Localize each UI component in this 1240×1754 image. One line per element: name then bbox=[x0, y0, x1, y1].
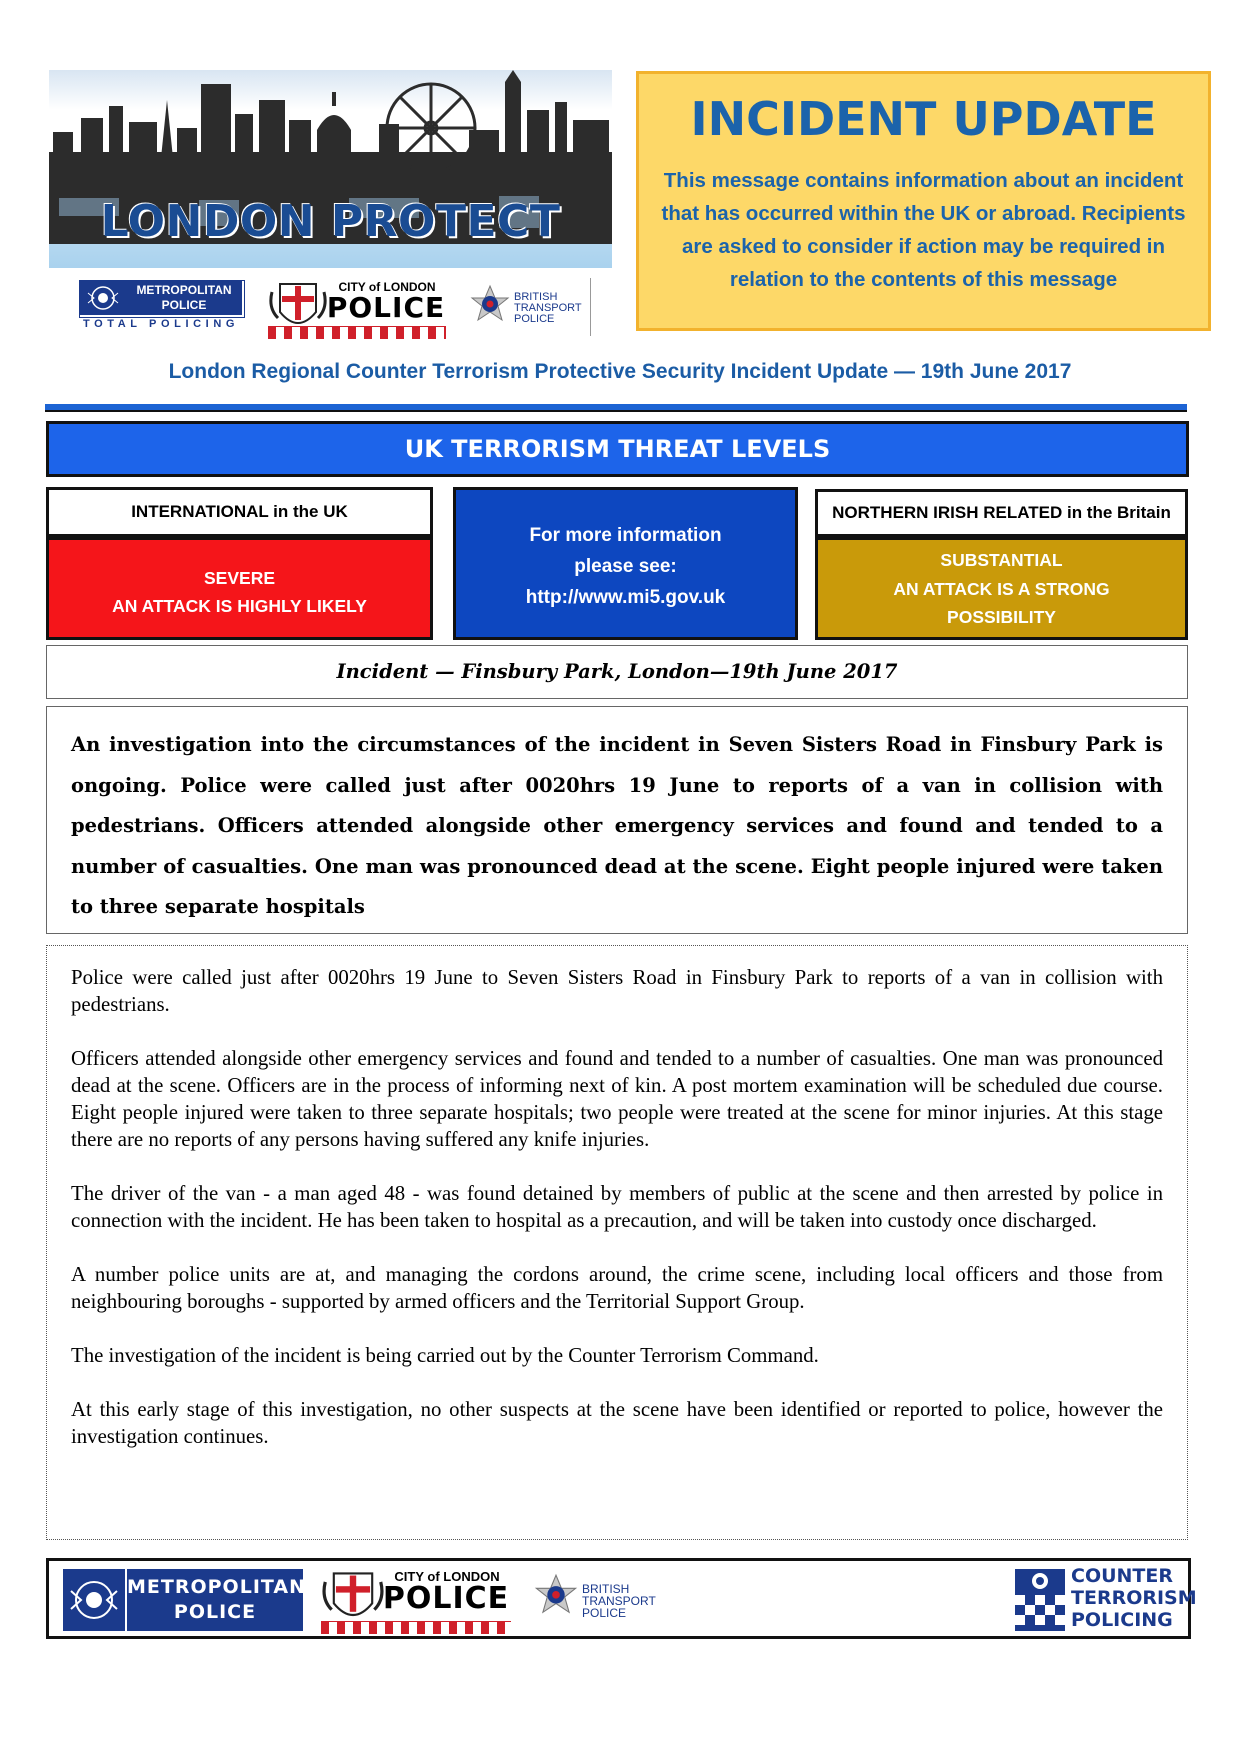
met-police-logo bbox=[79, 280, 243, 330]
btp-logo bbox=[468, 278, 591, 336]
city-of-london-police-logo bbox=[268, 278, 446, 338]
footer-btp-logo bbox=[534, 1571, 664, 1631]
col-top-line: CITY of LONDON bbox=[338, 280, 436, 294]
footer-btp-star-icon bbox=[534, 1573, 578, 1621]
ni-level-name: SUBSTANTIAL bbox=[940, 550, 1063, 570]
col-name: POLICE bbox=[326, 291, 446, 324]
mi5-link[interactable]: http://www.mi5.gov.uk bbox=[525, 587, 726, 608]
met-strapline: TOTAL POLICING bbox=[82, 318, 240, 330]
btp-line1: BRITISH bbox=[514, 291, 558, 303]
details-paragraph: At this early stage of this investigation, no other suspects at the scene have been identified or reported to police, however the investigation continues. bbox=[71, 1398, 1163, 1448]
footer-logo-bar bbox=[46, 1558, 1197, 1639]
header-divider bbox=[45, 404, 1187, 410]
btp-star-icon bbox=[470, 284, 510, 328]
incident-summary-text: An investigation into the circumstances of the incident in Seven Sisters Road in Finsbury Park is ongoing. Police were called just after 0020hrs 19 June to reports of a van in collision with pedestrians. Officers attended alongside other emergency services and found and tended to a number of casualties. One man was pronounced dead at the scene. Eight people injured were taken to three separate hospitals bbox=[71, 733, 1163, 918]
met-name-line1: METROPOLITAN bbox=[136, 283, 232, 297]
footer-col-chequer bbox=[321, 1621, 511, 1634]
footer-col-name: POLICE bbox=[382, 1581, 510, 1616]
footer-btp-line2: TRANSPORT bbox=[582, 1594, 656, 1608]
incident-summary-box bbox=[46, 706, 1188, 934]
ctp-line1: COUNTER bbox=[1071, 1565, 1173, 1587]
details-paragraph: A number police units are at, and managing the cordons around, the crime scene, including local officers and those from neighbouring boroughs - supported by armed officers and the Territorial Support Group. bbox=[71, 1263, 1163, 1313]
footer-met-line1: METROPOLITAN bbox=[127, 1576, 306, 1598]
document-subtitle: London Regional Counter Terrorism Protective Security Incident Update — 19th June 2017 bbox=[168, 360, 1072, 383]
footer-city-of-london-police-logo bbox=[321, 1567, 511, 1633]
northern-irish-threat-label: NORTHERN IRISH RELATED in the Britain bbox=[815, 489, 1188, 537]
incident-update-box bbox=[636, 71, 1211, 331]
btp-line2: TRANSPORT bbox=[514, 302, 582, 314]
footer-btp-line1: BRITISH bbox=[582, 1582, 630, 1596]
footer-met-line2: POLICE bbox=[173, 1601, 257, 1623]
info-line2: please see: bbox=[574, 556, 677, 577]
international-threat-level bbox=[46, 537, 433, 640]
banner-title: LONDON PROTECT bbox=[100, 196, 561, 247]
northern-irish-threat-level bbox=[815, 537, 1188, 640]
ctp-line3: POLICING bbox=[1071, 1609, 1173, 1631]
footer-col-top-line: CITY of LONDON bbox=[394, 1569, 500, 1584]
details-paragraph: The investigation of the incident is being carried out by the Counter Terrorism Command. bbox=[71, 1344, 819, 1367]
info-line1: For more information bbox=[529, 525, 722, 546]
incident-title: Incident — Finsbury Park, London—19th June 2017 bbox=[46, 645, 1188, 699]
details-paragraph: The driver of the van - a man aged 48 - was found detained by members of public at the scene and then arrested by police in connection with the incident. He has been taken to hospital as a precaution, and will be taken into custody once discharged. bbox=[71, 1182, 1163, 1232]
ni-level-desc-2: POSSIBILITY bbox=[947, 607, 1056, 627]
international-threat-label: INTERNATIONAL in the UK bbox=[46, 487, 433, 537]
counter-terrorism-policing-logo bbox=[1015, 1565, 1197, 1633]
mi5-info-box bbox=[453, 487, 798, 640]
details-paragraph: Officers attended alongside other emergency services and found and tended to a number of casualties. One man was pronounced dead at the scene. Officers are in the process of informing next of kin. A post mortem examination will be scheduled due course. Eight people injured were taken to three separate hospitals; two people were treated at the scene for minor injuries. At this stage there are no reports of any persons having suffered any knife injuries. bbox=[71, 1047, 1163, 1151]
ni-level-desc-1: AN ATTACK IS A STRONG bbox=[893, 578, 1110, 599]
footer-btp-line3: POLICE bbox=[582, 1606, 627, 1620]
met-crest-icon bbox=[80, 281, 126, 315]
footer-met-police-logo bbox=[63, 1569, 306, 1631]
london-protect-banner bbox=[49, 70, 612, 268]
threat-levels-title: UK TERRORISM THREAT LEVELS bbox=[46, 421, 1189, 477]
details-paragraph: Police were called just after 0020hrs 19 June to Seven Sisters Road in Finsbury Park to reports of a van in collision with pedestrians. bbox=[71, 966, 1163, 1016]
ctp-chequer-icon bbox=[1015, 1569, 1065, 1631]
met-name-line2: POLICE bbox=[161, 298, 207, 312]
col-chequer bbox=[268, 326, 446, 339]
footer-met-crest-icon bbox=[63, 1569, 125, 1631]
incident-update-heading: INCIDENT UPDATE bbox=[690, 92, 1157, 146]
incident-details-box bbox=[46, 945, 1188, 1540]
btp-line3: POLICE bbox=[514, 313, 555, 325]
international-level-desc: AN ATTACK IS HIGHLY LIKELY bbox=[112, 596, 367, 616]
ctp-line2: TERRORISM bbox=[1071, 1587, 1197, 1609]
incident-update-text: This message contains information about an incident that has occurred within the UK or abroad. Recipients are asked to consider if action may be required in relation to the contents of this message bbox=[661, 169, 1186, 291]
international-level-name: SEVERE bbox=[204, 568, 275, 588]
